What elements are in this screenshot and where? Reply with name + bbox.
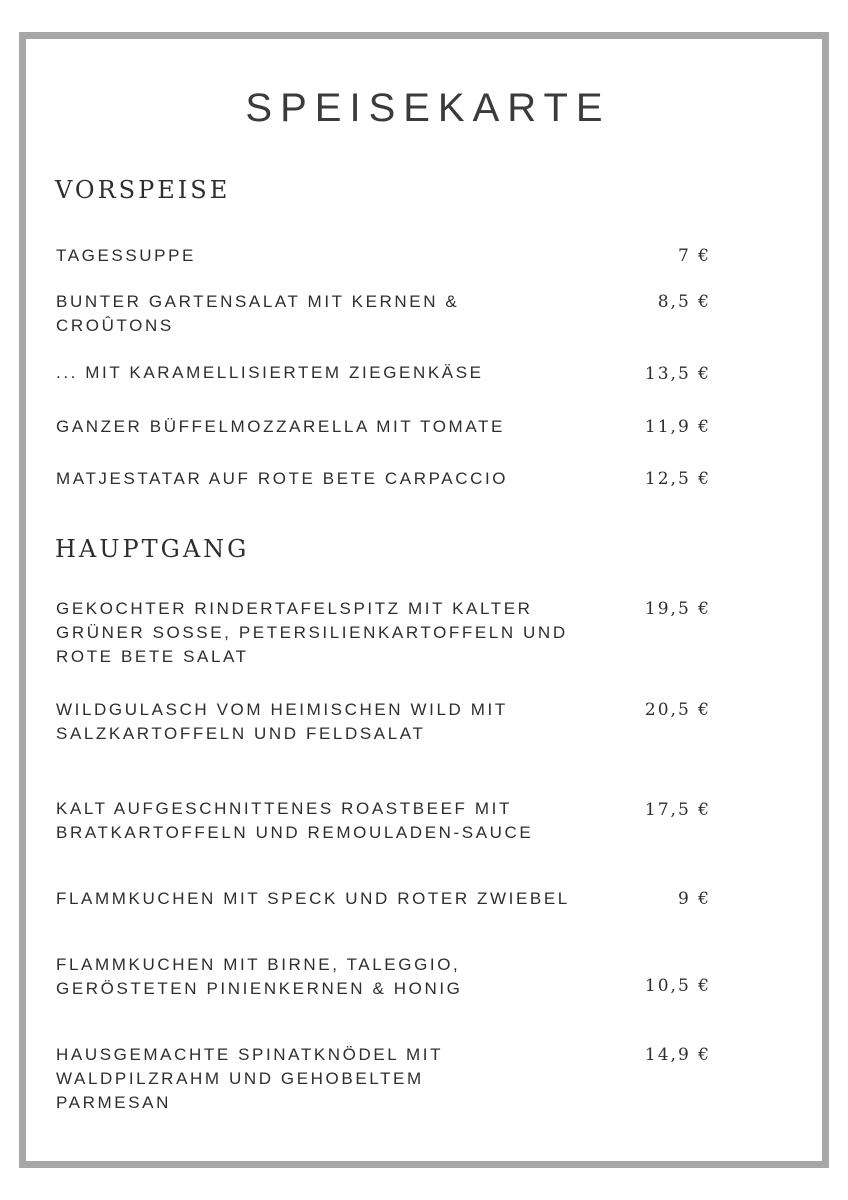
menu-item-name: FLAMMKUCHEN MIT SPECK UND ROTER ZWIEBEL	[56, 889, 570, 908]
menu-item-name: ... MIT KARAMELLISIERTEM ZIEGENKÄSE	[56, 363, 484, 382]
menu-item-price: 8,5 €	[657, 292, 711, 312]
menu-item-price: 20,5 €	[644, 700, 711, 720]
menu-item-name: GEKOCHTER RINDERTAFELSPITZ MIT KALTER GRÜNER SOSSE, PETERSILIENKARTOFFELN UND ROTE BETE SALAT	[56, 599, 568, 666]
menu-item-price: 12,5 €	[644, 469, 711, 489]
menu-item-name: GANZER BÜFFELMOZZARELLA MIT TOMATE	[56, 417, 505, 436]
menu-item-name: KALT AUFGESCHNITTENES ROASTBEEF MIT BRATKARTOFFELN UND REMOULADEN-SAUCE	[56, 799, 534, 842]
menu-title: SPEISEKARTE	[245, 86, 611, 130]
menu-item-price: 9 €	[677, 889, 711, 909]
menu-item-price: 7 €	[677, 246, 711, 266]
menu-item-name: FLAMMKUCHEN MIT BIRNE, TALEGGIO, GERÖSTETEN PINIENKERNEN & HONIG	[56, 955, 463, 998]
menu-item-price: 11,9 €	[644, 417, 711, 437]
menu-item-name: HAUSGEMACHTE SPINATKNÖDEL MIT WALDPILZRAHM UND GEHOBELTEM PARMESAN	[56, 1045, 444, 1112]
menu-item-price: 14,9 €	[644, 1045, 711, 1065]
menu-item-price: 10,5 €	[644, 976, 711, 996]
menu-item-price: 13,5 €	[644, 364, 711, 384]
menu-item-name: TAGESSUPPE	[56, 246, 196, 265]
menu-item-name: MATJESTATAR AUF ROTE BETE CARPACCIO	[56, 469, 509, 488]
section-heading-vorspeise: VORSPEISE	[55, 176, 231, 204]
section-heading-hauptgang: HAUPTGANG	[55, 535, 250, 563]
menu-item-name: WILDGULASCH VOM HEIMISCHEN WILD MIT SALZKARTOFFELN UND FELDSALAT	[56, 700, 508, 743]
menu-item-price: 19,5 €	[644, 599, 711, 619]
menu-item-name: BUNTER GARTENSALAT MIT KERNEN & CROÛTONS	[56, 292, 460, 335]
menu-item-price: 17,5 €	[644, 800, 711, 820]
